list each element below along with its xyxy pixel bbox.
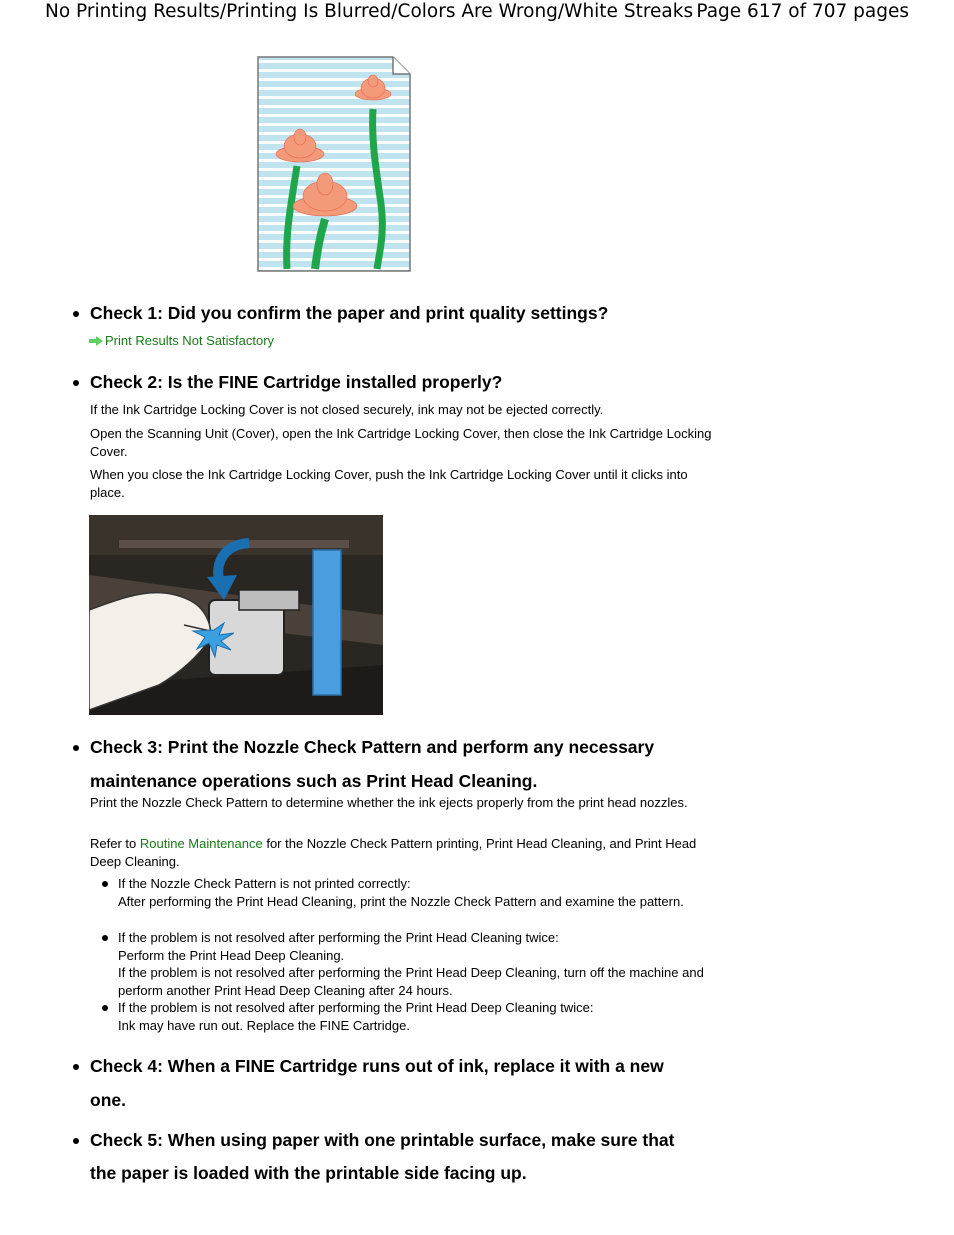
- check5-heading-line2: the paper is loaded with the printable side facing up.: [90, 1163, 527, 1183]
- check5-heading-line1: Check 5: When using paper with one printable surface, make sure that: [90, 1130, 675, 1150]
- check2-heading: Check 2: Is the FINE Cartridge installed properly?: [90, 372, 503, 392]
- check3-paragraph-2: Refer to Routine Maintenance for the Nozzle Check Pattern printing, Print Head Cleaning, and Print Head Deep Cleaning.: [90, 836, 697, 869]
- sub-bullet-2: [102, 935, 108, 941]
- check2-bullet: [73, 380, 79, 386]
- check3-heading-line1: Check 3: Print the Nozzle Check Pattern and perform any necessary: [90, 737, 655, 757]
- routine-maintenance-link[interactable]: Routine Maintenance: [139, 836, 263, 851]
- check2-paragraph-3: When you close the Ink Cartridge Locking Cover, push the Ink Cartridge Locking Cover until it clicks into place.: [90, 467, 688, 500]
- check1-heading: Check 1: Did you confirm the paper and print quality settings?: [90, 303, 609, 323]
- check3-paragraph-1: Print the Nozzle Check Pattern to determine whether the ink ejects properly from the print head nozzles.: [90, 795, 688, 810]
- cartridge-cover-photo: [89, 515, 383, 715]
- streaked-print-illustration: [255, 54, 413, 274]
- sub-item-2: If the problem is not resolved after performing the Print Head Cleaning twice: Perform the Print Head Deep Cleaning. If the problem is not resolved after performing the Print Head Deep Cleaning, turn off the machine and perform another Print Head Deep Cleaning after 24 hours.: [118, 930, 704, 998]
- print-results-link[interactable]: Print Results Not Satisfactory: [105, 333, 275, 348]
- check2-paragraph-2: Open the Scanning Unit (Cover), open the Ink Cartridge Locking Cover, then close the Ink Cartridge Locking Cover.: [90, 426, 712, 459]
- arrow-right-icon: [89, 336, 103, 346]
- check4-heading-line2: one.: [90, 1090, 126, 1110]
- check2-paragraph-1: If the Ink Cartridge Locking Cover is not closed securely, ink may not be ejected correctly.: [90, 402, 604, 417]
- sub-item-3: If the problem is not resolved after performing the Print Head Deep Cleaning twice: Ink may have run out. Replace the FINE Cartridge.: [118, 1000, 594, 1033]
- sub-bullet-3: [102, 1005, 108, 1011]
- sub-bullet-1: [102, 881, 108, 887]
- check4-heading-line1: Check 4: When a FINE Cartridge runs out of ink, replace it with a new: [90, 1056, 664, 1076]
- check4-bullet: [73, 1064, 79, 1070]
- page-header-title: No Printing Results/Printing Is Blurred/Colors Are Wrong/White Streaks: [45, 1, 694, 22]
- check3-heading-line2: maintenance operations such as Print Head Cleaning.: [90, 771, 538, 791]
- check5-bullet: [73, 1138, 79, 1144]
- page-number: Page 617 of 707 pages: [696, 1, 909, 22]
- check1-link-row[interactable]: [89, 332, 274, 349]
- sub-item-1: If the Nozzle Check Pattern is not printed correctly: After performing the Print Head Cleaning, print the Nozzle Check Pattern and examine the pattern.: [118, 876, 684, 909]
- check3-bullet: [73, 745, 79, 751]
- check1-bullet: [73, 311, 79, 317]
